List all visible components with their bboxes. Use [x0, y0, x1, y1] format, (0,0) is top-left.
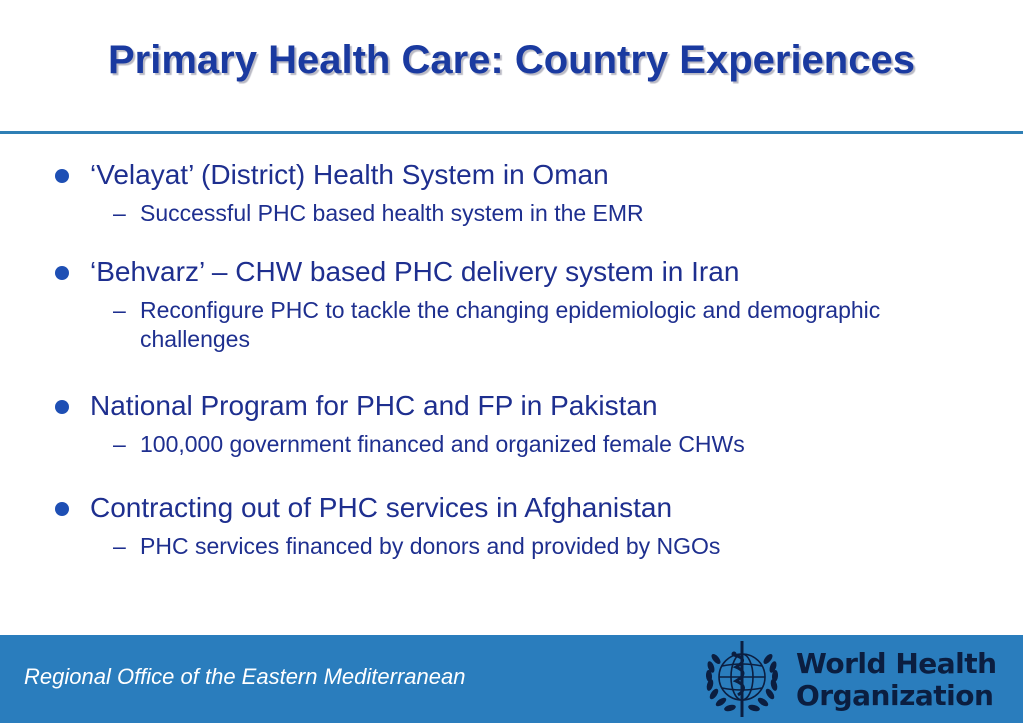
bullet-item [55, 255, 955, 354]
bullet-item [55, 389, 955, 459]
who-logo-line2: Organization [796, 679, 994, 712]
bullet-item [55, 491, 955, 561]
bullet-dot-icon [55, 169, 69, 183]
slide-title: Primary Health Care: Country Experiences [108, 38, 915, 82]
bullet-text: National Program for PHC and FP in Pakistan [90, 390, 658, 421]
sub-bullet [55, 296, 930, 354]
bullet-main [55, 389, 955, 423]
sub-bullet [55, 199, 955, 228]
who-logo-text [796, 648, 997, 712]
sub-bullet [55, 430, 955, 459]
bullet-item [55, 158, 955, 228]
bullet-dot-icon [55, 266, 69, 280]
bullet-main [55, 158, 955, 192]
bullet-list [55, 158, 955, 561]
bullet-main [55, 491, 955, 525]
bullet-text: Contracting out of PHC services in Afghanistan [90, 492, 673, 523]
sub-bullet-text: Reconfigure PHC to tackle the changing epidemiologic and demographic challenges [140, 297, 881, 352]
footer-bar [0, 635, 1023, 723]
sub-bullet [55, 532, 955, 561]
who-emblem-icon [694, 637, 790, 721]
sub-bullet-text: 100,000 government financed and organized female CHWs [140, 431, 745, 457]
dash-icon: – [113, 200, 126, 226]
regional-office-label: Regional Office of the Eastern Mediterranean [24, 664, 466, 689]
bullet-dot-icon [55, 502, 69, 516]
bullet-text: ‘Velayat’ (District) Health System in Oman [90, 159, 609, 190]
dash-icon: – [113, 431, 126, 457]
dash-icon: – [113, 533, 126, 559]
bullet-text: ‘Behvarz’ – CHW based PHC delivery system in Iran [90, 256, 740, 287]
who-logo-line1: World Health [796, 647, 997, 680]
sub-bullet-text: Successful PHC based health system in the EMR [140, 200, 644, 226]
title-divider [0, 131, 1023, 134]
bullet-main [55, 255, 955, 289]
dash-icon: – [113, 297, 126, 323]
sub-bullet-text: PHC services financed by donors and provided by NGOs [140, 533, 721, 559]
bullet-dot-icon [55, 400, 69, 414]
